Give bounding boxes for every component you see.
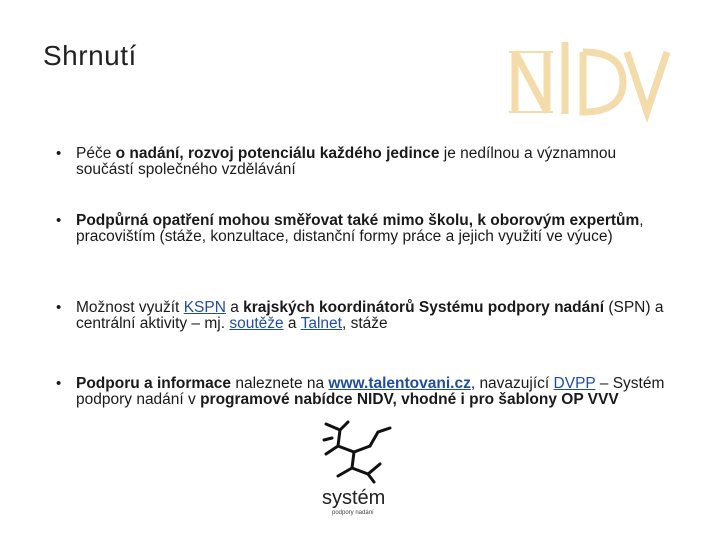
bullet-bold-text: Podpůrná opatření mohou směřovat také mimo školu, k oborovým expertům — [76, 212, 640, 229]
bullet-link[interactable]: DVPP — [553, 375, 596, 392]
bullet-bold-text: Podporu a informace — [76, 375, 232, 392]
bullet-text: naleznete na — [231, 375, 329, 392]
bullet-text: Péče — [76, 145, 116, 162]
bullet-item-3 — [56, 300, 676, 332]
bullet-link[interactable]: www.talentovani.cz — [328, 375, 471, 392]
bullet-bold-text: krajských koordinátorů Systému podpory nadání — [243, 299, 605, 316]
bullet-item-2 — [56, 213, 676, 245]
bullet-link[interactable]: soutěže — [229, 315, 284, 332]
symbol-word: systém — [322, 487, 386, 509]
symbol-subtitle: podpory nadání — [332, 510, 374, 516]
page-title: Shrnutí — [43, 40, 137, 71]
bullet-text: a — [225, 299, 244, 316]
bullet-link[interactable]: Talnet — [300, 315, 342, 332]
bullet-dot: • — [56, 145, 62, 162]
system-podpory-nadani-logo — [318, 416, 398, 518]
bullet-item-1 — [56, 146, 676, 178]
bullet-dot: • — [56, 375, 62, 392]
bullet-text: , navazující — [470, 375, 554, 392]
bullet-text: – Systém podpory nadání v — [76, 375, 665, 408]
bullet-link[interactable]: KSPN — [183, 299, 226, 316]
bullet-text: , pracovištím (stáže, konzultace, distanční formy práce a jejich využití ve výuce) — [76, 212, 644, 245]
bullet-dot: • — [56, 299, 62, 316]
bullet-text: , stáže — [341, 315, 388, 332]
bullet-text: je nedílnou a významnou součástí společného vzdělávání — [76, 145, 617, 178]
bullet-text: (SPN) a centrální aktivity – mj. — [76, 299, 664, 332]
bullet-bold-text: o nadání, rozvoj potenciálu každého jedince — [115, 145, 440, 162]
bullet-bold-text: programové nabídce NIDV, vhodné i pro šablony OP VVV — [200, 391, 619, 408]
bullet-text: a — [283, 315, 301, 332]
bullet-item-4 — [56, 376, 676, 408]
bullet-dot: • — [56, 212, 62, 229]
nidv-logo — [505, 22, 675, 132]
bullet-text: Možnost využít — [76, 299, 184, 316]
